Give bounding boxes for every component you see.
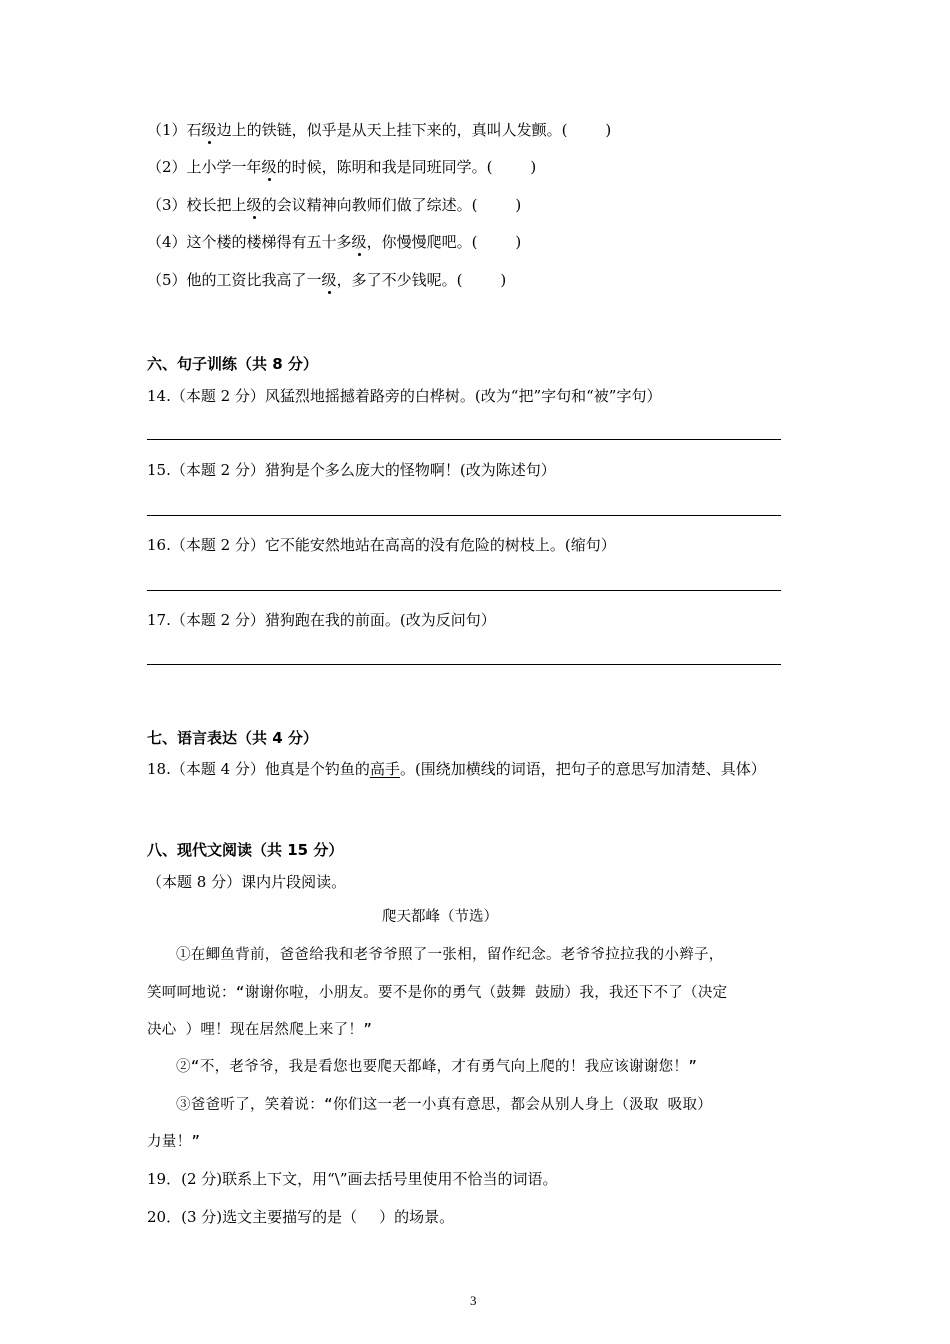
question-16: 16.（本题 2 分）它不能安然地站在高高的没有危险的树枝上。(缩句） <box>147 536 616 554</box>
passage-title: 爬天都峰（节选） <box>382 909 498 925</box>
section7-heading: 七、语言表达（共 4 分） <box>147 729 318 747</box>
answer-line-14[interactable] <box>147 439 781 440</box>
emphasis-dot-char: 级 <box>261 158 277 176</box>
item-4: （4）这个楼的楼梯得有五十多级，你慢慢爬吧。( ) <box>147 233 522 251</box>
item-5: （5）他的工资比我高了一级，多了不少钱呢。( ) <box>147 271 507 289</box>
emphasis-dot-char: 级 <box>321 271 337 289</box>
question-15: 15.（本题 2 分）猎狗是个多么庞大的怪物啊！(改为陈述句） <box>147 461 556 479</box>
question-17: 17.（本题 2 分）猎狗跑在我的前面。(改为反问句） <box>147 611 496 629</box>
passage-line: 决心 ）哩！现在居然爬上来了！” <box>147 1022 373 1038</box>
answer-line-15[interactable] <box>147 515 781 516</box>
question-14: 14.（本题 2 分）风猛烈地摇撼着路旁的白桦树。(改为“把”字句和“被”字句） <box>147 387 662 405</box>
item-3: （3）校长把上级的会议精神向教师们做了综述。( ) <box>147 196 522 214</box>
passage-line: ③爸爸听了，笑着说：“你们这一老一小真有意思，都会从别人身上（汲取 吸取） <box>176 1097 713 1113</box>
page-number: 3 <box>470 1293 477 1308</box>
question-18: 18.（本题 4 分）他真是个钓鱼的高手。(围绕加横线的词语，把句子的意思写加清楚、具体） <box>147 760 766 778</box>
item-1: （1）石级边上的铁链，似乎是从天上挂下来的，真叫人发颤。( ) <box>147 121 612 139</box>
emphasis-dot-char: 级 <box>246 196 262 214</box>
section6-heading: 六、句子训练（共 8 分） <box>147 355 318 373</box>
passage-line: ①在鲫鱼背前，爸爸给我和老爷爷照了一张相，留作纪念。老爷爷拉拉我的小辫子， <box>176 947 724 963</box>
item-2: （2）上小学一年级的时候，陈明和我是同班同学。( ) <box>147 158 537 176</box>
passage-line: 笑呵呵地说：“谢谢你啦，小朋友。要不是你的勇气（鼓舞 鼓励）我，我还下不了（决定 <box>147 985 728 1001</box>
answer-line-16[interactable] <box>147 590 781 591</box>
emphasis-dot-char: 级 <box>201 121 217 139</box>
emphasis-dot-char: 级 <box>351 233 367 251</box>
question-20: 20．(3 分)选文主要描写的是（ ）的场景。 <box>147 1208 455 1226</box>
underlined-word: 高手 <box>369 760 400 778</box>
answer-line-17[interactable] <box>147 664 781 665</box>
passage-line: ②“不，老爷爷，我是看您也要爬天都峰，才有勇气向上爬的！我应该谢谢您！” <box>176 1059 698 1075</box>
reading-intro: （本题 8 分）课内片段阅读。 <box>147 873 347 891</box>
passage-line: 力量！” <box>147 1134 201 1150</box>
section8-heading: 八、现代文阅读（共 15 分） <box>147 841 344 859</box>
question-19: 19．(2 分)联系上下文，用“\”画去括号里使用不恰当的词语。 <box>147 1170 558 1188</box>
